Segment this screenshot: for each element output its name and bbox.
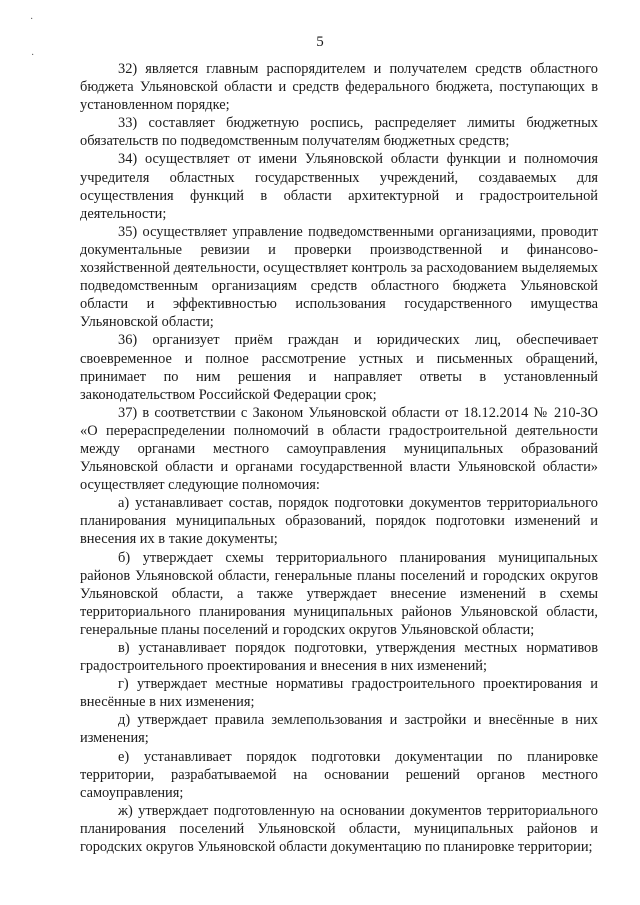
- subitem-v: в) устанавливает порядок подготовки, утверждения местных нормативов градостроительного проектирования и внесения в них изменений;: [80, 640, 598, 675]
- subitem-d: д) утверждает правила землепользования и застройки и внесённые в них изменения;: [80, 712, 598, 747]
- margin-mark: ·: [31, 50, 35, 61]
- subitem-e: е) устанавливает порядок подготовки документации по планировке территории, разрабатываемой на основании решений органов местного самоуправления;: [80, 748, 598, 801]
- subitem-a: а) устанавливает состав, порядок подготовки документов территориального планирования муниципальных образований, порядок подготовки изменений и внесения их в такие документы;: [80, 495, 598, 548]
- paragraph-item-36: 36) организует приём граждан и юридических лиц, обеспечивает своевременное и полное рассмотрение устных и письменных обращений, принимает по ним решения и направляет ответы в установленный законодательством Российской Федерации срок;: [80, 332, 598, 403]
- paragraph-item-33: 33) составляет бюджетную роспись, распределяет лимиты бюджетных обязательств по подведомственным получателям бюджетных средств;: [80, 115, 598, 150]
- subitem-b: б) утверждает схемы территориального планирования муниципальных районов Ульяновской области, генеральные планы поселений и городских округов Ульяновской области, а также утверждает внесение изменений в схемы территориального планирования муниципальных районов Ульяновской области, генеральные планы поселений и городских округов Ульяновской области;: [80, 549, 598, 638]
- document-body: [80, 60, 598, 856]
- paragraph-item-34: 34) осуществляет от имени Ульяновской области функции и полномочия учредителя областных государственных учреждений, создаваемых для осуществления функций в области архитектурной и градостроительной деятельности;: [80, 151, 598, 222]
- subitem-g: г) утверждает местные нормативы градостроительного проектирования и внесённые в них изменения;: [80, 676, 598, 711]
- paragraph-item-35: 35) осуществляет управление подведомственными организациями, проводит документальные ревизии и проверки производственной и финансово-хозяйственной деятельности, осуществляет контроль за расходованием выделяемых подведомственным организациям средств областного бюджета Ульяновской области и эффективностью использования государственного имущества Ульяновской области;: [80, 223, 598, 331]
- page-number: 5: [316, 34, 324, 50]
- paragraph-item-37: 37) в соответствии с Законом Ульяновской области от 18.12.2014 № 210-ЗО «О перераспределении полномочий в области градостроительной деятельности между органами местного самоуправления муниципальных образований Ульяновской области и органами государственной власти Ульяновской области» осуществляет следующие полномочия:: [80, 404, 598, 494]
- margin-mark: ·: [30, 14, 34, 25]
- paragraph-item-32: 32) является главным распорядителем и получателем средств областного бюджета Ульяновской области и средств федерального бюджета, поступающих в установленном порядке;: [80, 61, 598, 114]
- subitem-zh: ж) утверждает подготовленную на основании документов территориального планирования поселений Ульяновской области, муниципальных районов и городских округов Ульяновской области документацию по планировке территории;: [80, 802, 598, 856]
